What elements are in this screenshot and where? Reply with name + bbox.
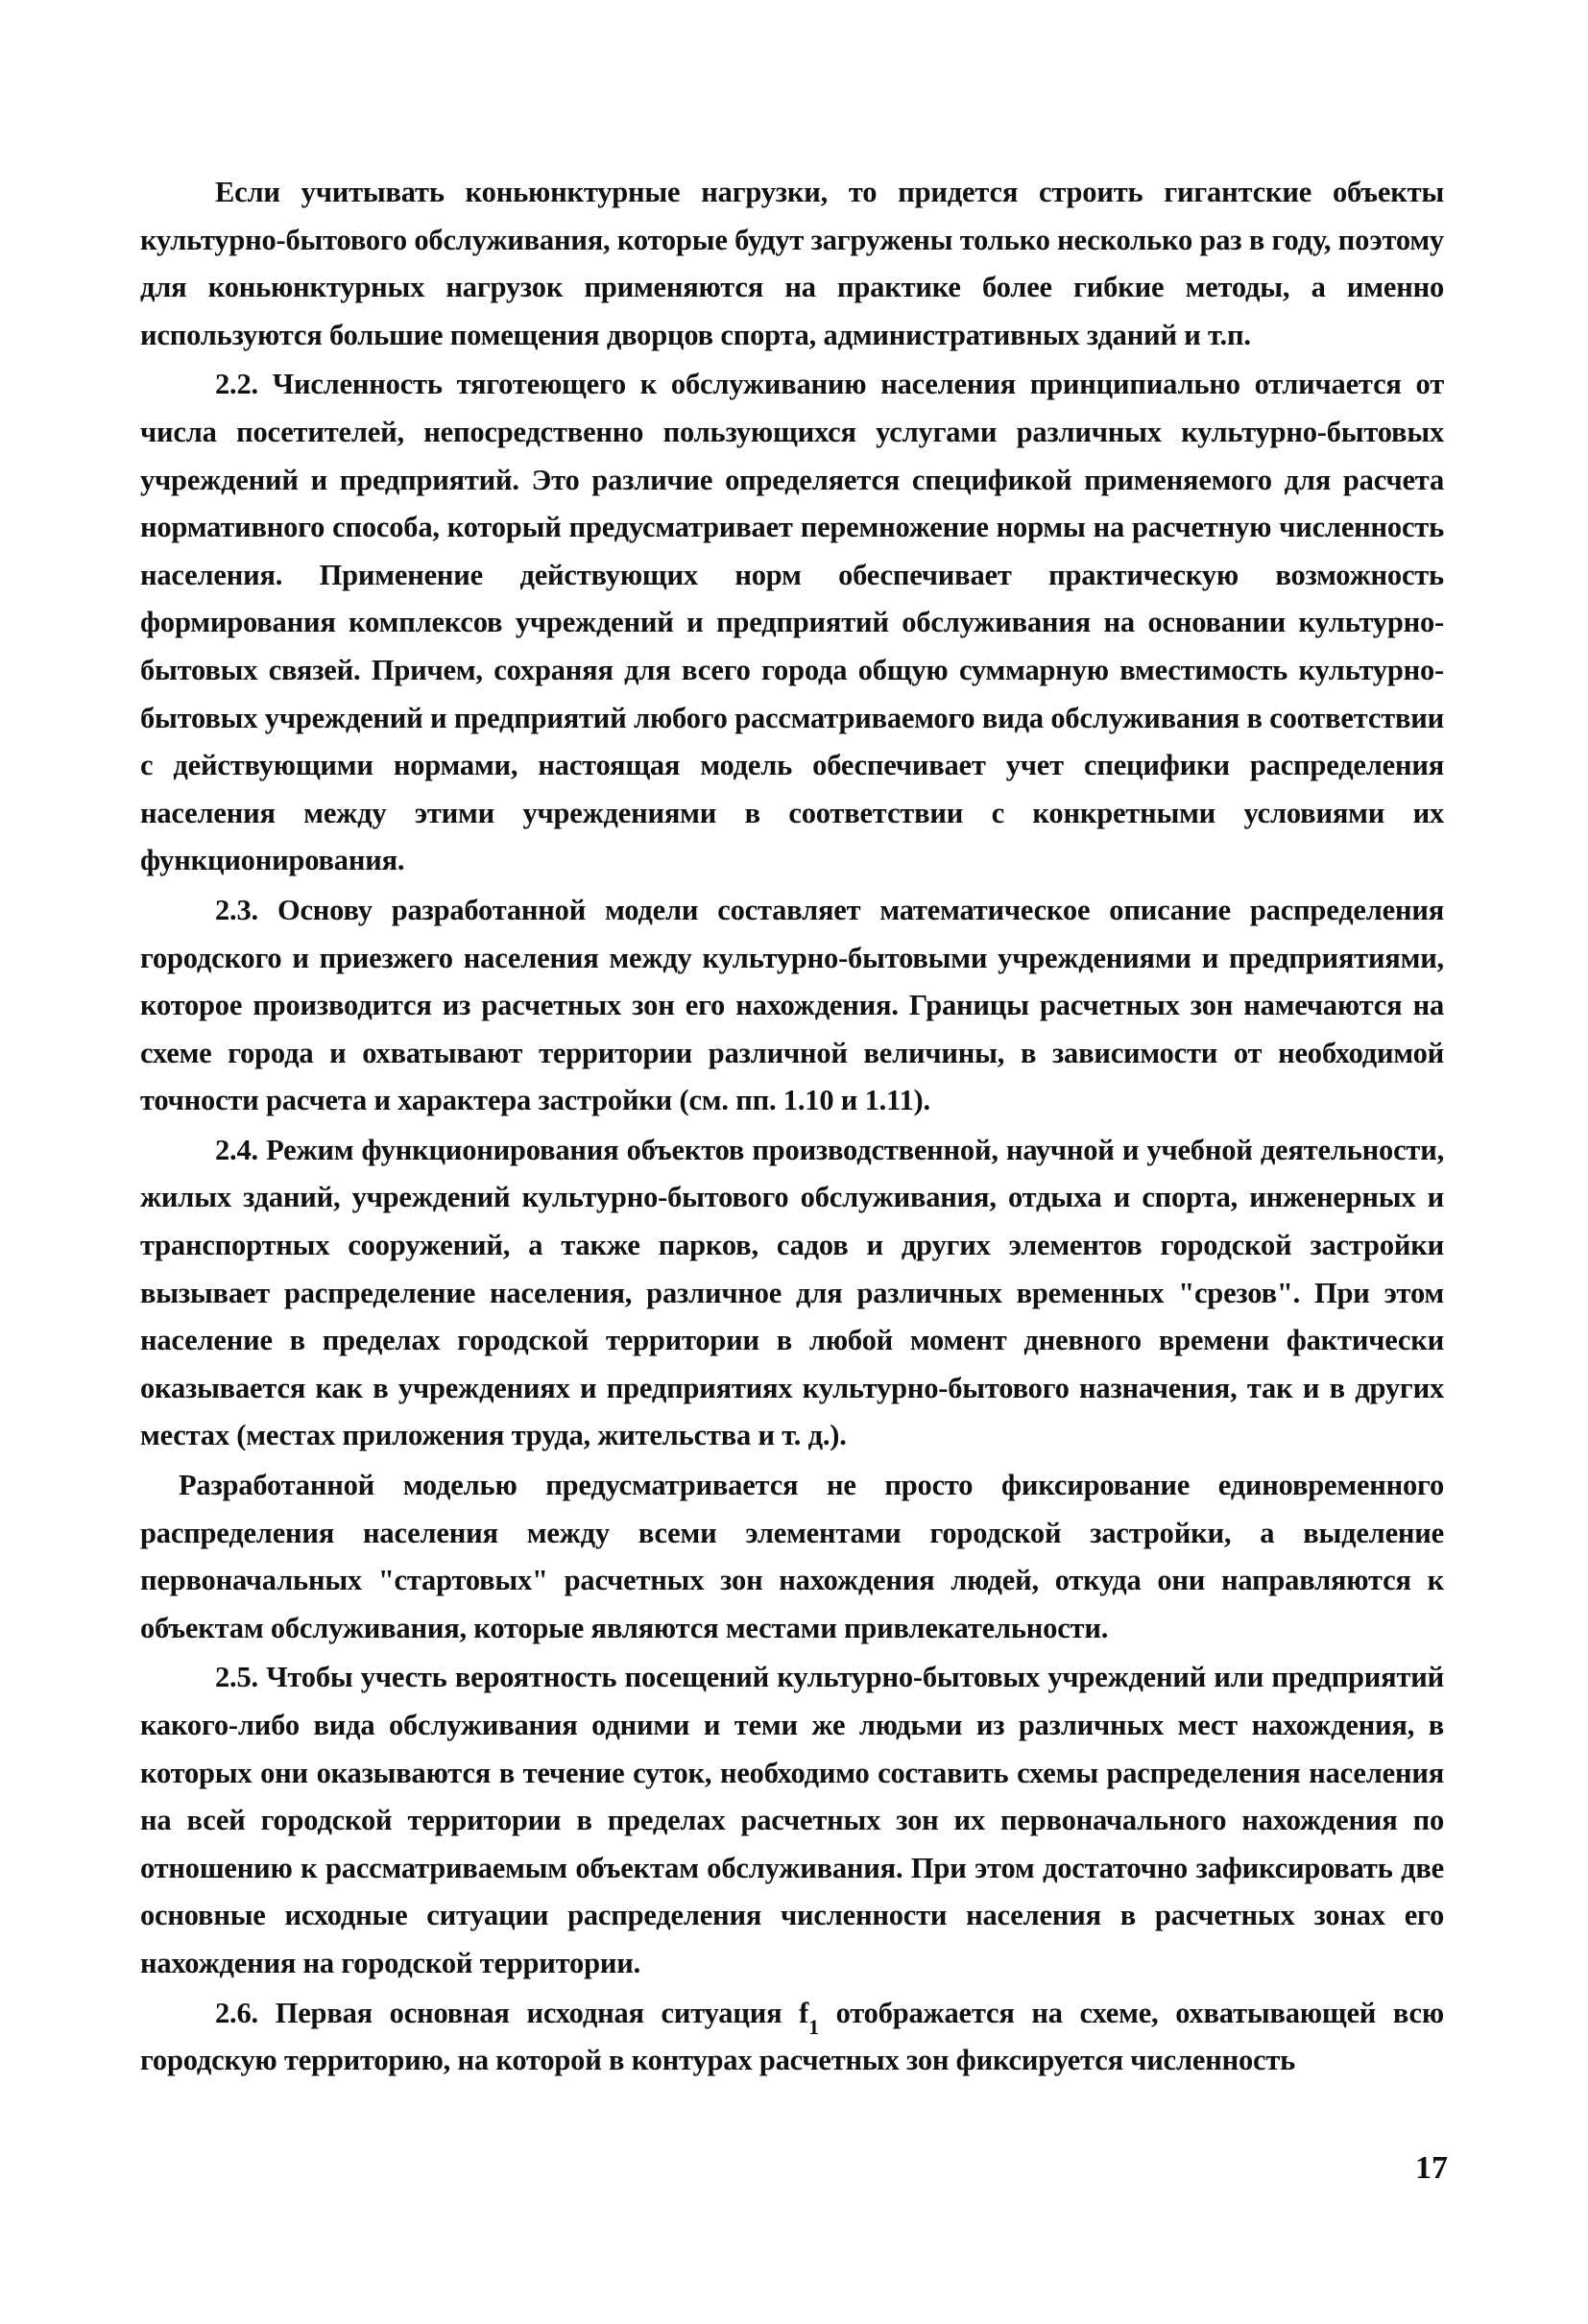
paragraph-text: Разработанной моделью предусматривается не просто фиксирование единовременного распределения населения между всеми элементами городской застройки, а выделение первоначальных "стартовых" расчетных зон нахождения людей, откуда они направляются к объектам обслуживания, которые являются местами привлекательности. bbox=[140, 1469, 1444, 1644]
paragraph-text: Чтобы учесть вероятность посещений культурно-бытовых учреждений или предприятий какого-либо вида обслуживания одними и теми же людьми из различных мест нахождения, в которых они оказываются в течение суток, необходимо составить схемы распределения населения на всей городской территории в пределах расчетных зон их первоначального нахождения по отношению к рассматриваемым объектам обслуживания. При этом достаточно зафиксировать две основные исходные ситуации распределения численности населения в расчетных зонах его нахождения на городской территории. bbox=[140, 1661, 1444, 1979]
section-number: 2.4. bbox=[215, 1133, 258, 1166]
section-number: 2.5. bbox=[215, 1661, 258, 1694]
paragraph-2-3 bbox=[140, 887, 1444, 1125]
paragraph-model bbox=[140, 1462, 1444, 1652]
paragraph-text: Режим функционирования объектов производственной, научной и учебной деятельности, жилых зданий, учреждений культурно-бытового обслуживания, отдыха и спорта, инженерных и транспортных сооружений, а также парков, садов и других элементов городской застройки вызывает распределение населения, различное для различных временных "срезов". При этом население в пределах городской территории в любой момент дневного времени фактически оказывается как в учреждениях и предприятиях культурно-бытового назначения, так и в других местах (местах приложения труда, жительства и т. д.). bbox=[140, 1133, 1444, 1452]
section-number: 2.6. bbox=[215, 1996, 258, 2029]
paragraph-text-before: Первая основная исходная ситуация f bbox=[257, 1996, 809, 2029]
paragraph-text: Основу разработанной модели составляет математическое описание распределения городского и приезжего населения между культурно-бытовыми учреждениями и предприятиями, которое производится из расчетных зон его нахождения. Границы расчетных зон намечаются на схеме города и охватывают территории различной величины, в зависимости от необходимой точности расчета и характера застройки (см. пп. 1.10 и 1.11). bbox=[140, 893, 1444, 1117]
paragraph-text: Если учитывать коньюнктурные нагрузки, то придется строить гигантские объекты культурно-бытового обслуживания, которые будут загружены только несколько раз в году, поэтому для коньюнктурных нагрузок применяются на практике более гибкие методы, а именно используются большие помещения дворцов спорта, административных зданий и т.п. bbox=[140, 176, 1444, 351]
document-body bbox=[140, 169, 1444, 2085]
page-number: 17 bbox=[1415, 2150, 1448, 2186]
section-number: 2.2. bbox=[215, 368, 258, 401]
paragraph-2-2 bbox=[140, 361, 1444, 885]
paragraph-text: Численность тяготеющего к обслуживанию населения принципиально отличается от числа посетителей, непосредственно пользующихся услугами различных культурно-бытовых учреждений и предприятий. Это различие определяется спецификой применяемого для расчета нормативного способа, который предусматривает перемножение нормы на расчетную численность населения. Применение действующих норм обеспечивает практическую возможность формирования комплексов учреждений и предприятий обслуживания на основании культурно-бытовых связей. Причем, сохраняя для всего города общую суммарную вместимость культурно-бытовых учреждений и предприятий любого рассматриваемого вида обслуживания в соответствии с действующими нормами, настоящая модель обеспечивает учет специфики распределения населения между этими учреждениями в соответствии с конкретными условиями их функционирования. bbox=[140, 368, 1444, 877]
paragraph-2-6 bbox=[140, 1990, 1444, 2085]
paragraph-intro bbox=[140, 169, 1444, 359]
paragraph-2-4 bbox=[140, 1127, 1444, 1460]
subscript: 1 bbox=[808, 2014, 819, 2039]
paragraph-text-after: отображается на схеме, охватывающей всю городскую территорию, на которой в контурах расчетных зон фиксируется численность bbox=[140, 1996, 1444, 2077]
paragraph-2-5 bbox=[140, 1654, 1444, 1987]
section-number: 2.3. bbox=[215, 893, 258, 926]
